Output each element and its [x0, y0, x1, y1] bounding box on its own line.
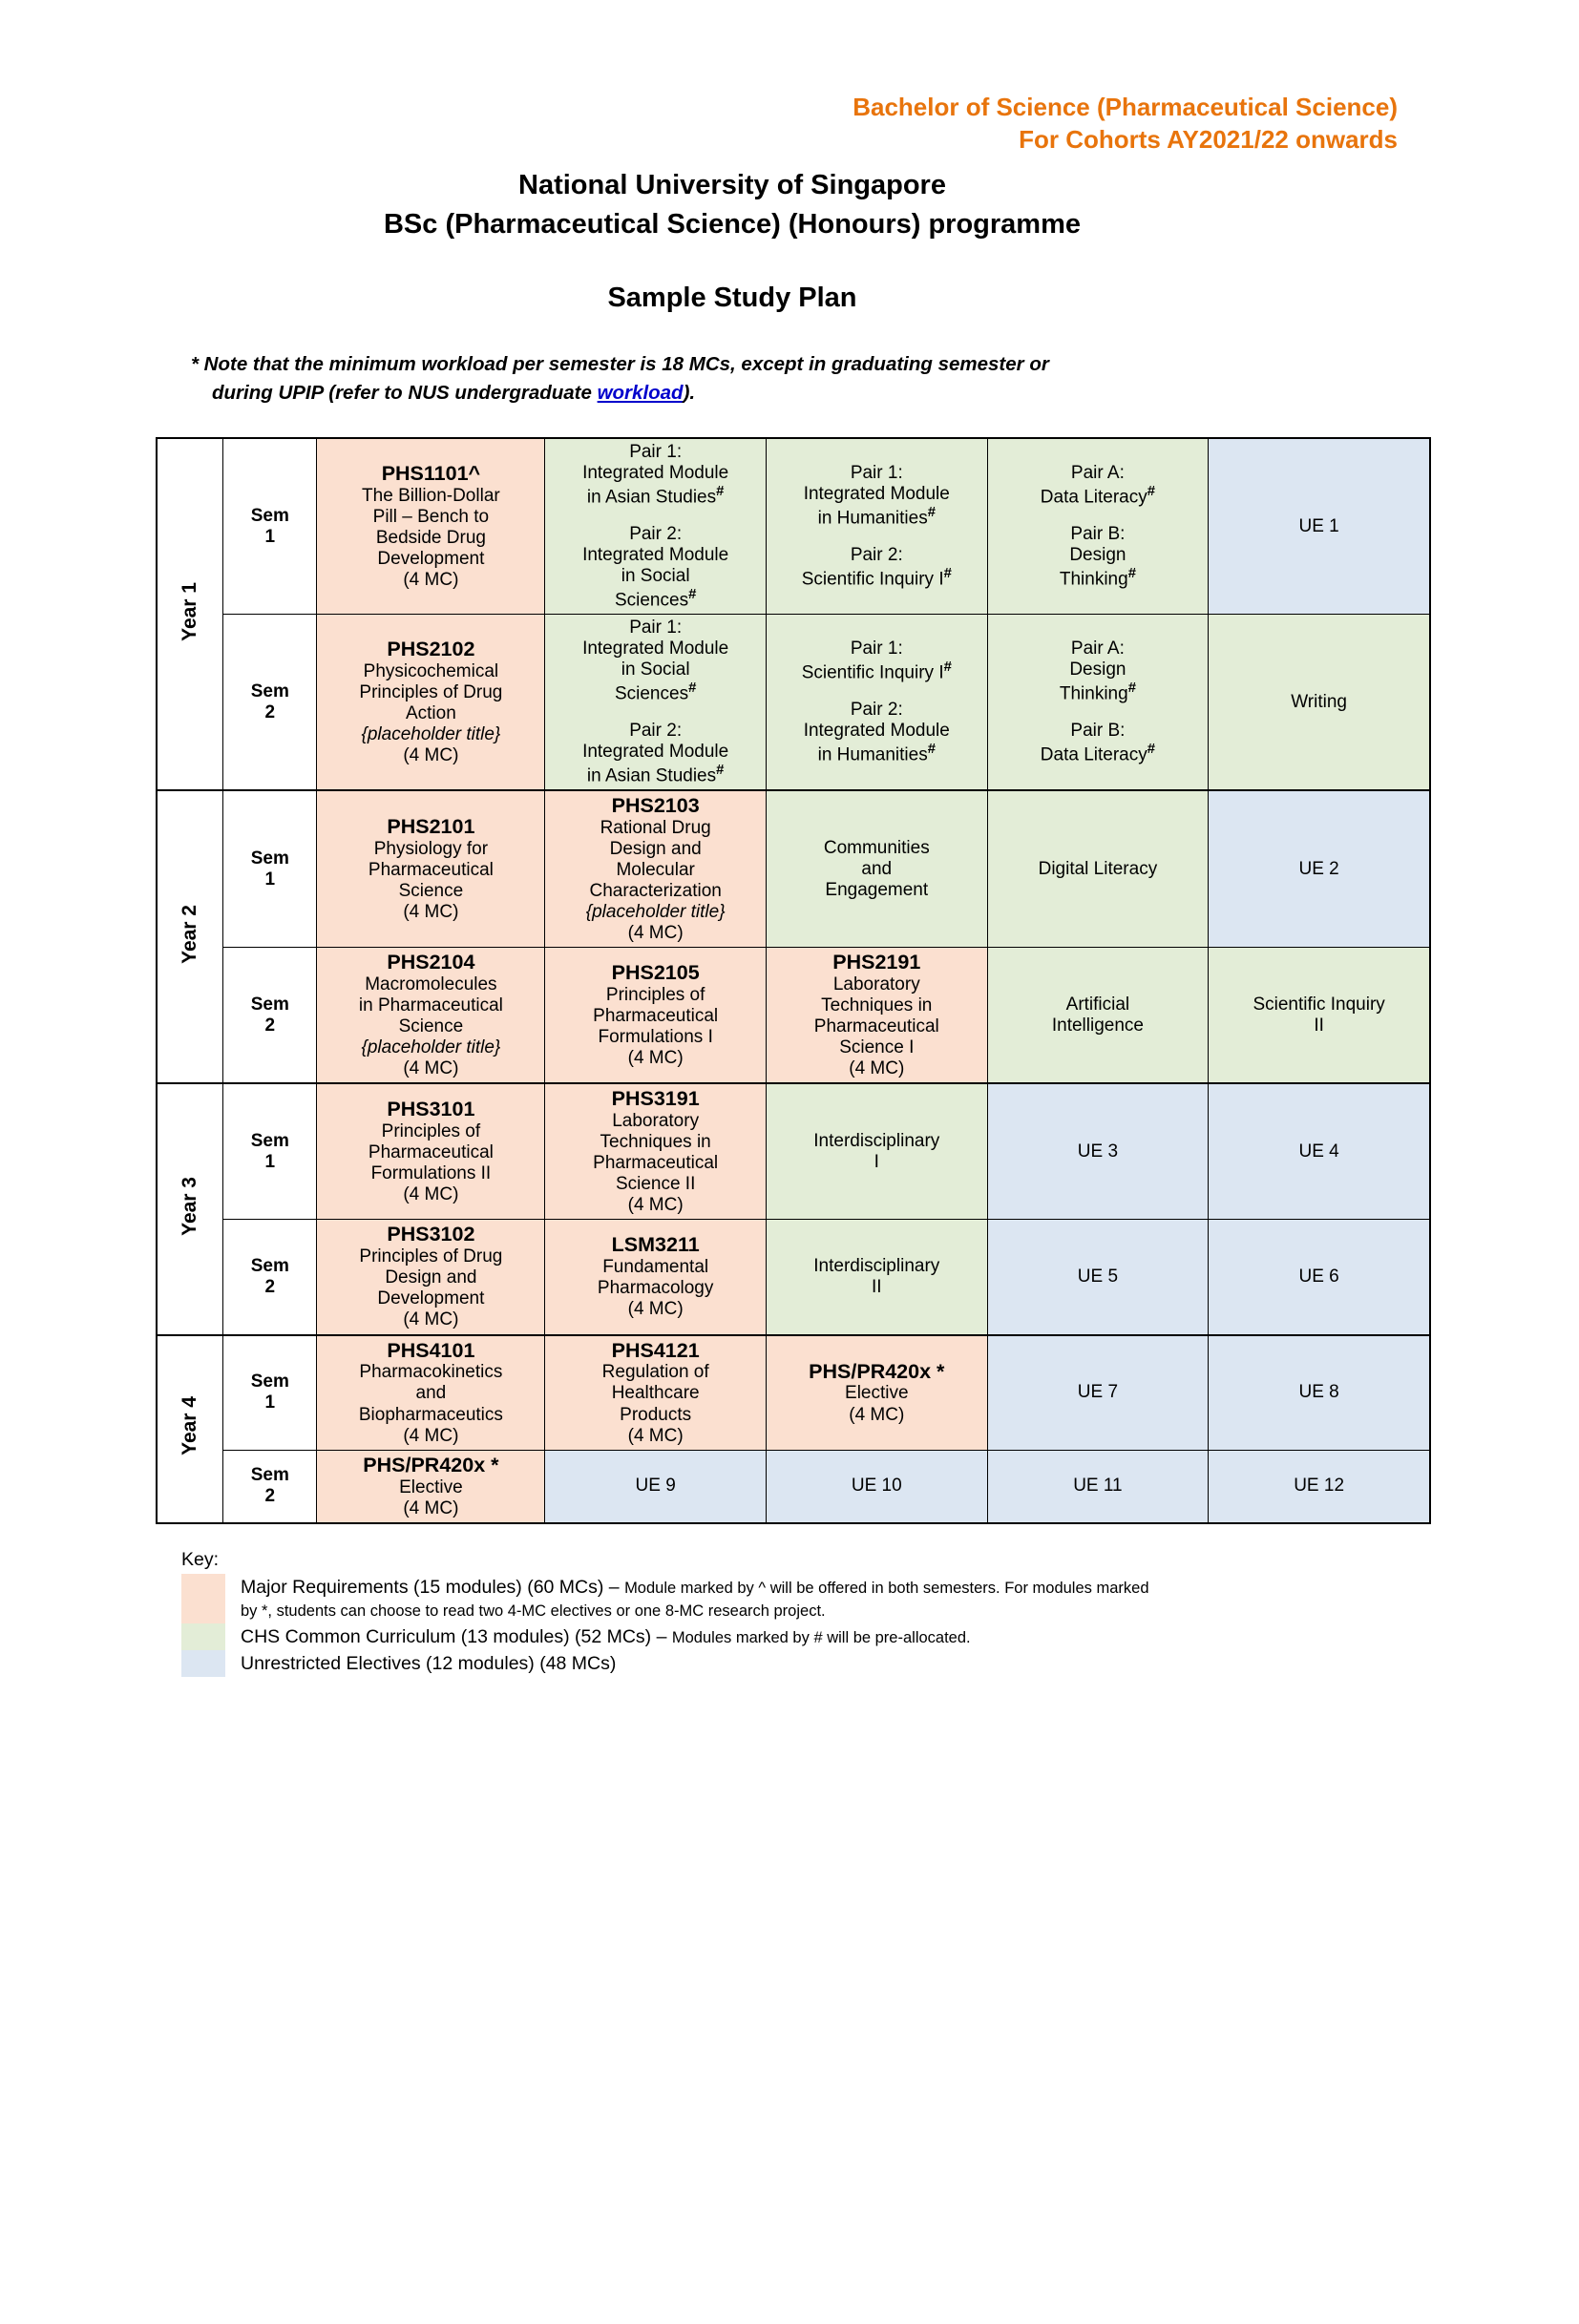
course-cell[interactable]: Pair 1: Integrated Module in Asian Studies# Pair 2: Integrated Module in Social Sciences#: [545, 438, 767, 614]
course-cell[interactable]: UE 3: [987, 1083, 1209, 1220]
course-cell[interactable]: PHS/PR420x * Elective (4 MC): [766, 1335, 987, 1451]
course-cell[interactable]: UE 2: [1209, 790, 1430, 948]
legend-title: Key:: [181, 1548, 220, 1570]
legend-swatch: [181, 1650, 225, 1677]
course-cell[interactable]: UE 7: [987, 1335, 1209, 1451]
course-cell[interactable]: Interdisciplinary I: [766, 1083, 987, 1220]
course-cell[interactable]: PHS2103 Rational Drug Design and Molecular Characterization {placeholder title} (4 MC): [545, 790, 767, 948]
course-cell[interactable]: UE 6: [1209, 1220, 1430, 1335]
course-cell[interactable]: PHS2104 Macromolecules in Pharmaceutical Science {placeholder title} (4 MC): [317, 948, 545, 1084]
semester-label-cell: Sem 1: [223, 438, 317, 614]
course-cell[interactable]: PHS2101 Physiology for Pharmaceutical Science (4 MC): [317, 790, 545, 948]
course-cell[interactable]: PHS2191 Laboratory Techniques in Pharmaceutical Science I (4 MC): [766, 948, 987, 1084]
legend-item: [181, 1623, 1579, 1650]
year-label: Year 3: [178, 1176, 200, 1236]
year-label: Year 4: [178, 1396, 200, 1455]
course-cell[interactable]: PHS3102 Principles of Drug Design and Development (4 MC): [317, 1220, 545, 1335]
year-label: Year 2: [178, 904, 200, 964]
legend-swatch: [181, 1574, 225, 1623]
page-title: [0, 166, 1579, 244]
course-cell[interactable]: Interdisciplinary II: [766, 1220, 987, 1335]
workload-note: [0, 350, 1579, 407]
course-cell[interactable]: Scientific Inquiry II: [1209, 948, 1430, 1084]
legend-label: CHS Common Curriculum (13 modules) (52 MCs) – Modules marked by # will be pre-allocated.: [241, 1625, 971, 1647]
legend-swatch: [181, 1623, 225, 1650]
course-cell[interactable]: UE 5: [987, 1220, 1209, 1335]
year-label-cell: [157, 1335, 223, 1523]
legend: [0, 1549, 1579, 1678]
course-cell[interactable]: UE 11: [987, 1450, 1209, 1523]
course-cell[interactable]: Writing: [1209, 615, 1430, 790]
table-row: [157, 1220, 1430, 1335]
course-cell[interactable]: Pair 1: Scientific Inquiry I# Pair 2: Integrated Module in Humanities#: [766, 615, 987, 790]
note-line-2-post: ).: [683, 381, 696, 404]
course-cell[interactable]: UE 4: [1209, 1083, 1430, 1220]
course-cell[interactable]: Communities and Engagement: [766, 790, 987, 948]
note-line-2: [191, 379, 1407, 408]
workload-link[interactable]: workload: [597, 381, 684, 404]
course-cell[interactable]: PHS3101 Principles of Pharmaceutical Formulations II (4 MC): [317, 1083, 545, 1220]
page-subtitle: Sample Study Plan: [607, 282, 857, 313]
year-label: Year 1: [178, 581, 200, 641]
legend-item: [181, 1650, 1579, 1677]
study-plan-table: [156, 437, 1431, 1523]
university-name: National University of Singapore: [518, 169, 946, 200]
course-cell[interactable]: Pair A: Data Literacy# Pair B: Design Thinking#: [987, 438, 1209, 614]
table-row: [157, 438, 1430, 614]
course-cell[interactable]: PHS4101 Pharmacokinetics and Biopharmaceutics (4 MC): [317, 1335, 545, 1451]
study-plan-page: [0, 92, 1579, 2324]
course-cell[interactable]: PHS/PR420x * Elective (4 MC): [317, 1450, 545, 1523]
table-row: [157, 615, 1430, 790]
course-cell[interactable]: UE 10: [766, 1450, 987, 1523]
cohort-header: [0, 92, 1579, 157]
degree-title: Bachelor of Science (Pharmaceutical Science): [853, 93, 1398, 121]
note-line-2-pre: during UPIP (refer to NUS undergraduate: [212, 381, 598, 404]
course-cell[interactable]: PHS3191 Laboratory Techniques in Pharmaceutical Science II (4 MC): [545, 1083, 767, 1220]
year-label-cell: [157, 1083, 223, 1334]
course-cell[interactable]: LSM3211 Fundamental Pharmacology (4 MC): [545, 1220, 767, 1335]
course-cell[interactable]: PHS4121 Regulation of Healthcare Products (4 MC): [545, 1335, 767, 1451]
programme-name: BSc (Pharmaceutical Science) (Honours) programme: [383, 208, 1082, 240]
legend-item: [181, 1574, 1579, 1623]
year-label-cell: [157, 790, 223, 1083]
year-label-cell: [157, 438, 223, 790]
course-cell[interactable]: UE 8: [1209, 1335, 1430, 1451]
table-row: [157, 1335, 1430, 1451]
table-row: [157, 790, 1430, 948]
semester-label-cell: Sem 2: [223, 1220, 317, 1335]
course-cell[interactable]: Pair 1: Integrated Module in Social Sciences# Pair 2: Integrated Module in Asian Studies#: [545, 615, 767, 790]
course-cell[interactable]: Pair 1: Integrated Module in Humanities# Pair 2: Scientific Inquiry I#: [766, 438, 987, 614]
semester-label-cell: Sem 2: [223, 948, 317, 1084]
note-line-1: * Note that the minimum workload per semester is 18 MCs, except in graduating semester or: [191, 352, 1049, 375]
course-cell[interactable]: Artificial Intelligence: [987, 948, 1209, 1084]
course-cell[interactable]: UE 9: [545, 1450, 767, 1523]
table-row: [157, 1450, 1430, 1523]
course-cell[interactable]: PHS2105 Principles of Pharmaceutical Formulations I (4 MC): [545, 948, 767, 1084]
semester-label-cell: Sem 1: [223, 1335, 317, 1451]
course-cell[interactable]: UE 12: [1209, 1450, 1430, 1523]
table-row: [157, 1083, 1430, 1220]
semester-label-cell: Sem 2: [223, 615, 317, 790]
cohort-line: For Cohorts AY2021/22 onwards: [1019, 124, 1398, 154]
semester-label-cell: Sem 2: [223, 1450, 317, 1523]
course-cell[interactable]: UE 1: [1209, 438, 1430, 614]
table-row: [157, 948, 1430, 1084]
semester-label-cell: Sem 1: [223, 1083, 317, 1220]
course-cell[interactable]: PHS1101^ The Billion-Dollar Pill – Bench to Bedside Drug Development (4 MC): [317, 438, 545, 614]
course-cell[interactable]: Digital Literacy: [987, 790, 1209, 948]
course-cell[interactable]: PHS2102 Physicochemical Principles of Drug Action {placeholder title} (4 MC): [317, 615, 545, 790]
semester-label-cell: Sem 1: [223, 790, 317, 948]
legend-label: Major Requirements (15 modules) (60 MCs) – Module marked by ^ will be offered in both semesters. For modules marked by *, students can choose to read two 4-MC electives or one 8-MC research project.: [241, 1576, 1149, 1620]
legend-label: Unrestricted Electives (12 modules) (48 MCs): [241, 1653, 617, 1675]
course-cell[interactable]: Pair A: Design Thinking# Pair B: Data Literacy#: [987, 615, 1209, 790]
study-plan-table-wrap: [0, 437, 1579, 1523]
